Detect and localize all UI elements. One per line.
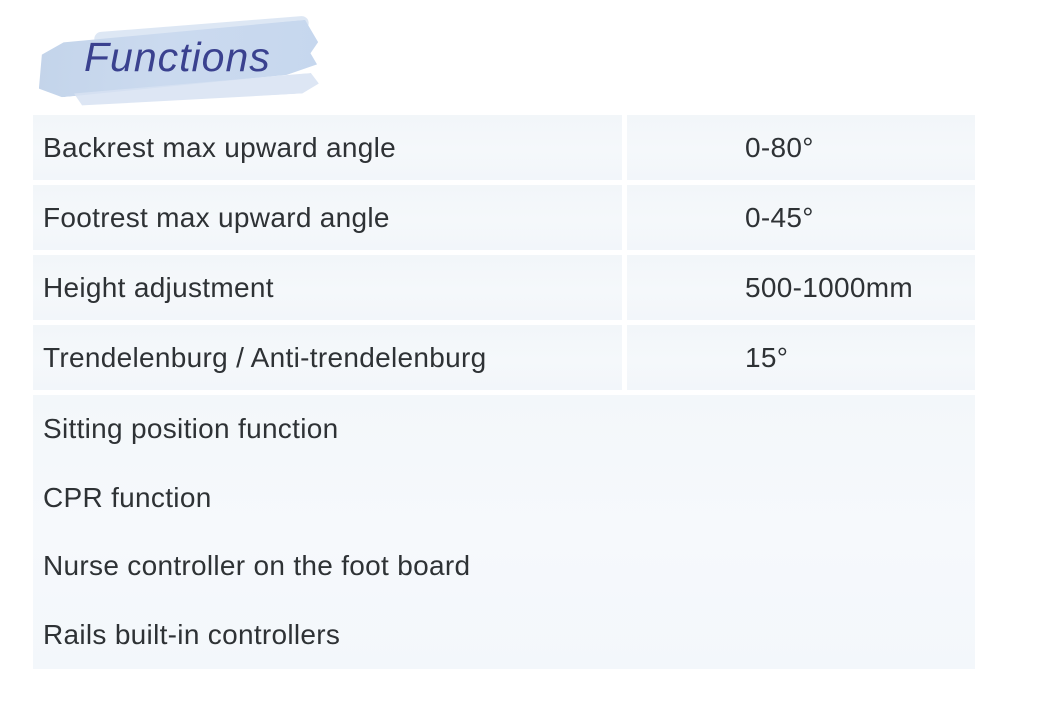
- functions-table: [33, 115, 975, 669]
- spec-label-cell: [33, 325, 622, 390]
- feature-rows-block: [33, 395, 975, 669]
- table-row: [33, 464, 975, 533]
- table-row: [33, 601, 975, 670]
- feature-label: Nurse controller on the foot board: [43, 550, 471, 582]
- spec-value-cell: [627, 115, 975, 180]
- spec-label-cell: [33, 255, 622, 320]
- spec-label: Trendelenburg / Anti-trendelenburg: [43, 341, 487, 373]
- feature-label: CPR function: [43, 481, 212, 513]
- spec-label-cell: [33, 115, 622, 180]
- feature-label: Sitting position function: [43, 413, 339, 445]
- table-row: [33, 255, 975, 320]
- spec-label: Footrest max upward angle: [43, 201, 390, 233]
- spec-value-cell: [627, 325, 975, 390]
- page-title: Functions: [84, 34, 271, 80]
- spec-value: 15°: [745, 341, 789, 373]
- table-row: [33, 532, 975, 601]
- spec-value: 500-1000mm: [745, 271, 913, 303]
- table-row: [33, 115, 975, 180]
- spec-value: 0-45°: [745, 201, 814, 233]
- spec-label: Height adjustment: [43, 271, 274, 303]
- table-row: [33, 185, 975, 250]
- spec-label: Backrest max upward angle: [43, 131, 397, 163]
- table-row: [33, 395, 975, 464]
- spec-value-cell: [627, 255, 975, 320]
- spec-label-cell: [33, 185, 622, 250]
- spec-value-cell: [627, 185, 975, 250]
- section-title-block: [34, 14, 334, 104]
- feature-label: Rails built-in controllers: [43, 618, 341, 650]
- spec-value: 0-80°: [745, 131, 814, 163]
- table-row: [33, 325, 975, 390]
